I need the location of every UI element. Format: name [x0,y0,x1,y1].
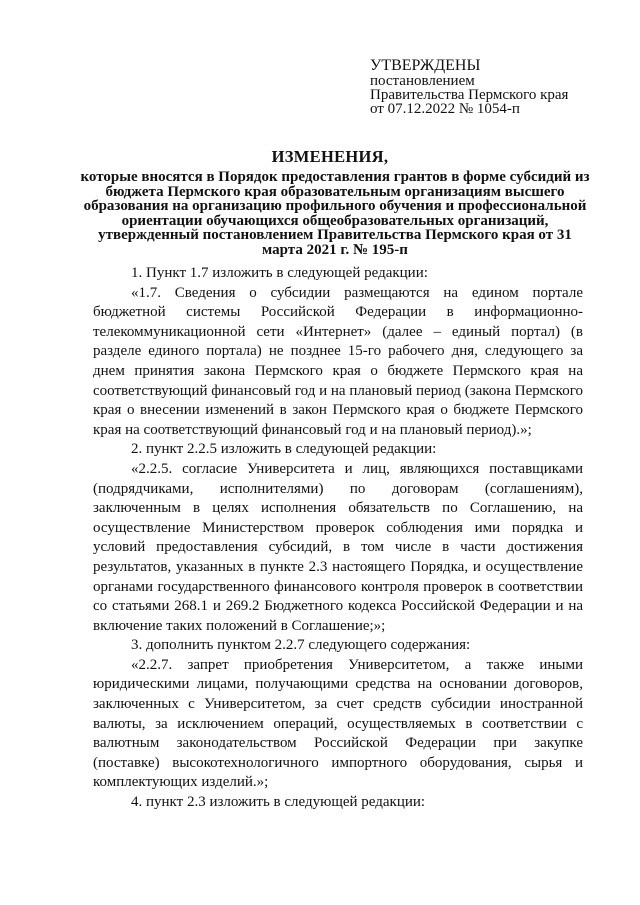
paragraph-2: «1.7. Сведения о субсидии размещаются на едином портале бюджетной системы Российской Федерации в информационно-телекоммуникационной сети «Интернет» (далее – единый портал) (в разделе единого портала) не позднее 15-го рабочего дня, следующего за днем принятия закона Пермского края о бюджете Пермского края на соответствующий финансовый год и на плановый период (закона Пермского края о внесении изменений в закон Пермского края о бюджете Пермского края на соответствующий финансовый год и на плановый период).»; [93,284,583,438]
paragraph-1: 1. Пункт 1.7 изложить в следующей редакции: [131,265,428,281]
paragraph-7: 4. пункт 2.3 изложить в следующей редакции: [131,794,426,811]
paragraph-6: «2.2.7. запрет приобретения Университетом, а также иными юридическими лицами, получающими средства на основании договоров, заключенных с Университетом, за счет средств субсидии иностранной валюты, за исключением операций, осуществляемых в соответствии с валютным законодательством Российской Федерации при закупке (поставке) высокотехнологичного импортного оборудования, сырья и комплектующих изделий.»; [93,656,583,791]
document-body [93,264,583,813]
paragraph-5: 3. дополнить пунктом 2.2.7 следующего содержания: [131,637,471,654]
document-subtitle: которые вносятся в Порядок предоставления грантов в форме субсидий из бюджета Пермского края образовательным организациям высшего образования на организацию профильного обучения и профессиональной ориентации обучающихся общеобразовательных организаций, утвержденный постановлением Правительства Пермского края от 31 марта 2021 г. № 195-п [80,169,590,258]
approval-line-2: Правительства Пермского края [370,87,569,103]
paragraph-4: «2.2.5. согласие Университета и лиц, являющихся поставщиками (подрядчиками, исполнителями) по договорам (соглашениям), заключенным в целях исполнения обязательств по Соглашению, на осуществление Министерством проверок соблюдения ими порядка и условий предоставления субсидий, в том числе в части достижения результатов, указанных в пункте 2.3 настоящего Порядка, и осуществление органами государственного финансового контроля проверок в соответствии со статьями 268.1 и 269.2 Бюджетного кодекса Российской Федерации и на включение таких положений в Соглашение;»; [93,460,583,634]
document-title: ИЗМЕНЕНИЯ, [271,147,389,166]
approval-heading: УТВЕРЖДЕНЫ [370,57,481,74]
approval-stamp [370,58,620,116]
approval-line-3: от 07.12.2022 № 1054-п [370,101,520,117]
approval-line-1: постановлением [370,73,475,89]
paragraph-3: 2. пункт 2.2.5 изложить в следующей редакции: [131,441,437,458]
